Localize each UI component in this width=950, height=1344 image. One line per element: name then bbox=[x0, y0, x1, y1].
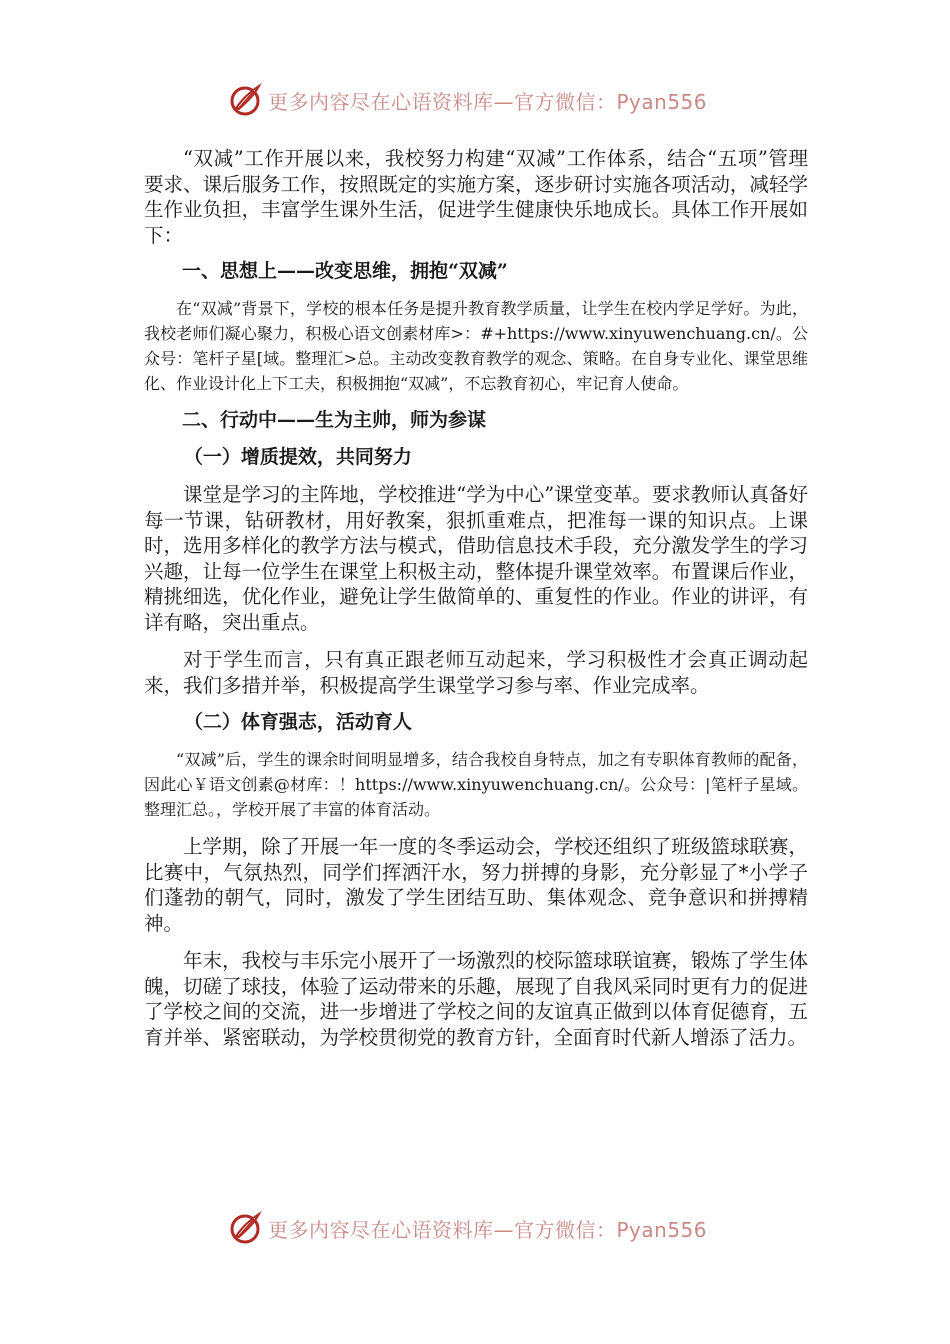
quill-circle-logo-icon bbox=[228, 1210, 264, 1246]
subsection2-paragraph-1: “双减”后，学生的课余时间明显增多，结合我校自身特点，加之有专职体育教师的配备，因此心￥语文创素@材库：！https://www.xinyuwenchuang.cn/。公众号：|笔杆子星域。整理汇总。，学校开展了丰富的体育活动。 bbox=[144, 750, 808, 819]
subsection-heading-2: （二）体育强志，活动育人 bbox=[183, 711, 412, 733]
section1-paragraph: 在“双减”背景下，学校的根本任务是提升教育教学质量，让学生在校内学足学好。为此，我校老师们凝心聚力，积极心语文创素材库>：#+https://www.xinyuwenchuang.cn/。公众号：笔杆子星[域。整理汇>总。主动改变教育教学的观念、策略。在自身专业化、课堂思维化、作业设计化上下工夫，积极拥抱“双减”，不忘教育初心，牢记育人使命。 bbox=[144, 299, 808, 393]
subsection2-paragraph-2: 上学期，除了开展一年一度的冬季运动会，学校还组织了班级篮球联赛，比赛中，气氛热烈，同学们挥洒汗水，努力拼搏的身影，充分彰显了*小学子们蓬勃的朝气，同时，激发了学生团结互助、集体观念、竞争意识和拼搏精神。 bbox=[144, 835, 808, 935]
document-body bbox=[144, 146, 808, 1050]
quill-circle-logo-icon bbox=[228, 82, 264, 118]
section-heading-1: 一、思想上——改变思维，拥抱“双减” bbox=[182, 260, 508, 282]
subsection2-paragraph-3: 年末，我校与丰乐完小展开了一场激烈的校际篮球联谊赛，锻炼了学生体魄，切磋了球技，体验了运动带来的乐趣，展现了自我风采同时更有力的促进了学校之间的交流，进一步增进了学校之间的友谊真正做到以体育促德育，五育并举、紧密联动，为学校贯彻党的教育方针，全面育时代新人增添了活力。 bbox=[144, 949, 808, 1049]
subsection-heading-1: （一）增质提效，共同努力 bbox=[183, 446, 412, 468]
watermark-text: 更多内容尽在心语资料库—官方微信：Pyan556 bbox=[268, 89, 708, 114]
watermark-banner-bottom bbox=[0, 1210, 950, 1246]
subsection1-paragraph-2: 对于学生而言，只有真正跟老师互动起来，学习积极性才会真正调动起来，我们多措并举，积极提高学生课堂学习参与率、作业完成率。 bbox=[144, 648, 808, 697]
section-heading-2: 二、行动中——生为主帅，师为参谋 bbox=[182, 409, 487, 431]
subsection1-paragraph-1: 课堂是学习的主阵地，学校推进“学为中心”课堂变革。要求教师认真备好每一节课，钻研教材，用好教案，狠抓重难点，把准每一课的知识点。上课时，选用多样化的教学方法与模式，借助信息技术手段，充分激发学生的学习兴趣，让每一位学生在课堂上积极主动，整体提升课堂效率。布置课后作业，精挑细选，优化作业，避免让学生做简单的、重复性的作业。作业的讲评，有详有略，突出重点。 bbox=[144, 483, 808, 634]
intro-paragraph: “双减”工作开展以来，我校努力构建“双减”工作体系，结合“五项”管理要求、课后服务工作，按照既定的实施方案，逐步研讨实施各项活动，减轻学生作业负担，丰富学生课外生活，促进学生健康快乐地成长。具体工作开展如下： bbox=[144, 147, 808, 247]
watermark-text: 更多内容尽在心语资料库—官方微信：Pyan556 bbox=[268, 1217, 708, 1242]
watermark-banner-top bbox=[0, 82, 950, 118]
